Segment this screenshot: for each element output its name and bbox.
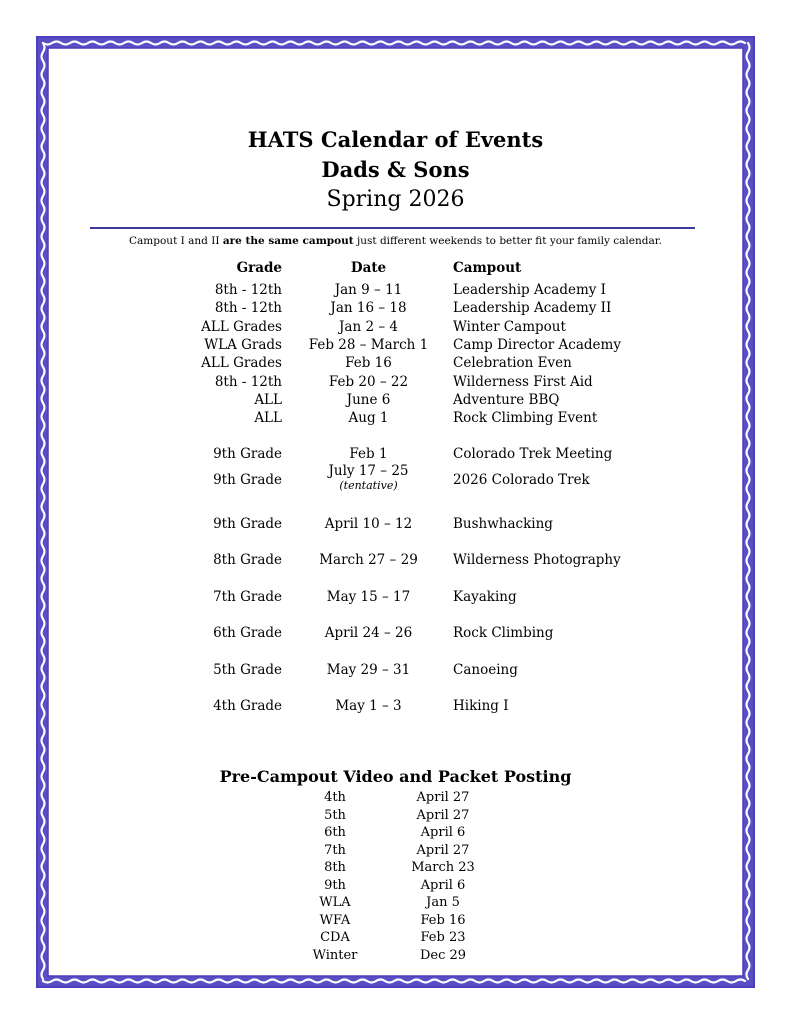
posting-grade: WLA xyxy=(319,895,351,910)
posting-row xyxy=(0,789,791,806)
posting-row xyxy=(0,859,791,876)
event-row xyxy=(0,445,791,463)
posting-grade: 6th xyxy=(324,825,346,840)
posting-date: Dec 29 xyxy=(419,948,467,963)
event-grade: 6th Grade xyxy=(213,625,282,641)
event-grade: ALL xyxy=(254,392,282,408)
event-campout: Wilderness Photography xyxy=(453,552,621,568)
event-row xyxy=(0,299,791,317)
event-grade: 8th - 12th xyxy=(214,300,282,316)
event-date-note: (tentative) xyxy=(339,479,398,492)
posting-grade: CDA xyxy=(320,930,350,945)
event-grade: 8th - 12th xyxy=(214,374,282,390)
posting-grade: 9th xyxy=(324,878,346,893)
event-row xyxy=(0,551,791,569)
posting-grade: WFA xyxy=(319,913,351,928)
page-season: Spring 2026 xyxy=(326,187,465,212)
event-campout: Rock Climbing Event xyxy=(453,410,598,426)
page-subtitle: Dads & Sons xyxy=(321,157,470,182)
event-grade: WLA Grads xyxy=(204,337,282,353)
event-date: April 10 – 12 xyxy=(324,516,413,532)
event-grade: 7th Grade xyxy=(213,589,282,605)
event-date-main: July 17 – 25 xyxy=(328,463,409,479)
event-date: May 15 – 17 xyxy=(326,589,411,605)
event-campout: Hiking I xyxy=(453,698,509,714)
posting-row xyxy=(0,824,791,841)
event-date xyxy=(296,463,441,493)
event-date: June 6 xyxy=(346,392,391,408)
event-campout: Canoeing xyxy=(453,662,518,678)
event-row xyxy=(0,373,791,391)
event-date: Jan 2 – 4 xyxy=(339,319,398,335)
event-row xyxy=(0,318,791,336)
event-grade: ALL xyxy=(254,410,282,426)
event-grade: 9th Grade xyxy=(213,516,282,532)
event-date: May 29 – 31 xyxy=(326,662,411,678)
note-text-bold: are the same campout xyxy=(222,235,354,247)
posting-date: April 27 xyxy=(416,790,470,805)
posting-date: Feb 23 xyxy=(420,930,466,945)
event-date: Feb 1 xyxy=(349,446,388,462)
event-campout: Leadership Academy II xyxy=(453,300,612,316)
posting-row xyxy=(0,912,791,929)
event-campout: Rock Climbing xyxy=(453,625,554,641)
event-date: Jan 16 – 18 xyxy=(330,300,407,316)
event-grade: 8th Grade xyxy=(213,552,282,568)
event-date: Feb 28 – March 1 xyxy=(308,337,429,353)
event-row xyxy=(0,336,791,354)
posting-grade: 7th xyxy=(324,843,346,858)
event-campout: Camp Director Academy xyxy=(453,337,621,353)
note-text-3: just different weekends to better fit your family calendar. xyxy=(353,235,662,247)
event-row xyxy=(0,463,791,497)
event-date: Feb 20 – 22 xyxy=(328,374,409,390)
posting-date: April 6 xyxy=(420,878,466,893)
event-grade: ALL Grades xyxy=(201,319,282,335)
event-grade: 4th Grade xyxy=(213,698,282,714)
horizontal-rule xyxy=(90,227,695,229)
event-row xyxy=(0,391,791,409)
posting-date: Feb 16 xyxy=(420,913,466,928)
event-grade: ALL Grades xyxy=(201,355,282,371)
event-row xyxy=(0,624,791,642)
event-campout: Kayaking xyxy=(453,589,517,605)
event-date: Aug 1 xyxy=(348,410,389,426)
event-row xyxy=(0,697,791,715)
event-row xyxy=(0,409,791,427)
event-grade: 9th Grade xyxy=(213,446,282,462)
event-grade: 9th Grade xyxy=(213,472,282,488)
header-date: Date xyxy=(350,260,387,276)
campout-note xyxy=(0,234,791,248)
event-campout: Leadership Academy I xyxy=(453,282,607,298)
posting-date: March 23 xyxy=(411,860,475,875)
header-grade: Grade xyxy=(236,260,282,276)
event-row xyxy=(0,661,791,679)
event-date: March 27 – 29 xyxy=(319,552,418,568)
posting-row xyxy=(0,929,791,946)
event-campout: 2026 Colorado Trek xyxy=(453,472,590,488)
header-campout: Campout xyxy=(453,260,522,276)
event-campout: Colorado Trek Meeting xyxy=(453,446,613,462)
posting-date: Jan 5 xyxy=(426,895,460,910)
event-campout: Winter Campout xyxy=(453,319,566,335)
posting-row xyxy=(0,877,791,894)
event-date: Feb 16 xyxy=(345,355,392,371)
posting-grade: 8th xyxy=(324,860,346,875)
event-date: April 24 – 26 xyxy=(324,625,413,641)
posting-row xyxy=(0,842,791,859)
posting-date: April 27 xyxy=(416,808,470,823)
posting-date: April 6 xyxy=(420,825,466,840)
event-campout: Celebration Even xyxy=(453,355,572,371)
posting-row xyxy=(0,807,791,824)
event-row xyxy=(0,281,791,299)
event-date: May 1 – 3 xyxy=(335,698,402,714)
posting-grade: 4th xyxy=(324,790,346,805)
event-grade: 5th Grade xyxy=(213,662,282,678)
event-row xyxy=(0,588,791,606)
posting-row xyxy=(0,894,791,911)
posting-grade: 5th xyxy=(324,808,346,823)
event-row xyxy=(0,354,791,372)
posting-date: April 27 xyxy=(416,843,470,858)
event-campout: Bushwhacking xyxy=(453,516,553,532)
posting-grade: Winter xyxy=(312,948,358,963)
events-table-header xyxy=(0,259,791,277)
event-row xyxy=(0,515,791,533)
posting-row xyxy=(0,947,791,964)
page-title: HATS Calendar of Events xyxy=(247,127,544,152)
event-date: Jan 9 – 11 xyxy=(334,282,403,298)
posting-title: Pre-Campout Video and Packet Posting xyxy=(219,767,572,786)
event-campout: Adventure BBQ xyxy=(453,392,560,408)
event-grade: 8th - 12th xyxy=(214,282,282,298)
note-text-1: Campout I and II xyxy=(129,235,223,247)
event-campout: Wilderness First Aid xyxy=(453,374,593,390)
